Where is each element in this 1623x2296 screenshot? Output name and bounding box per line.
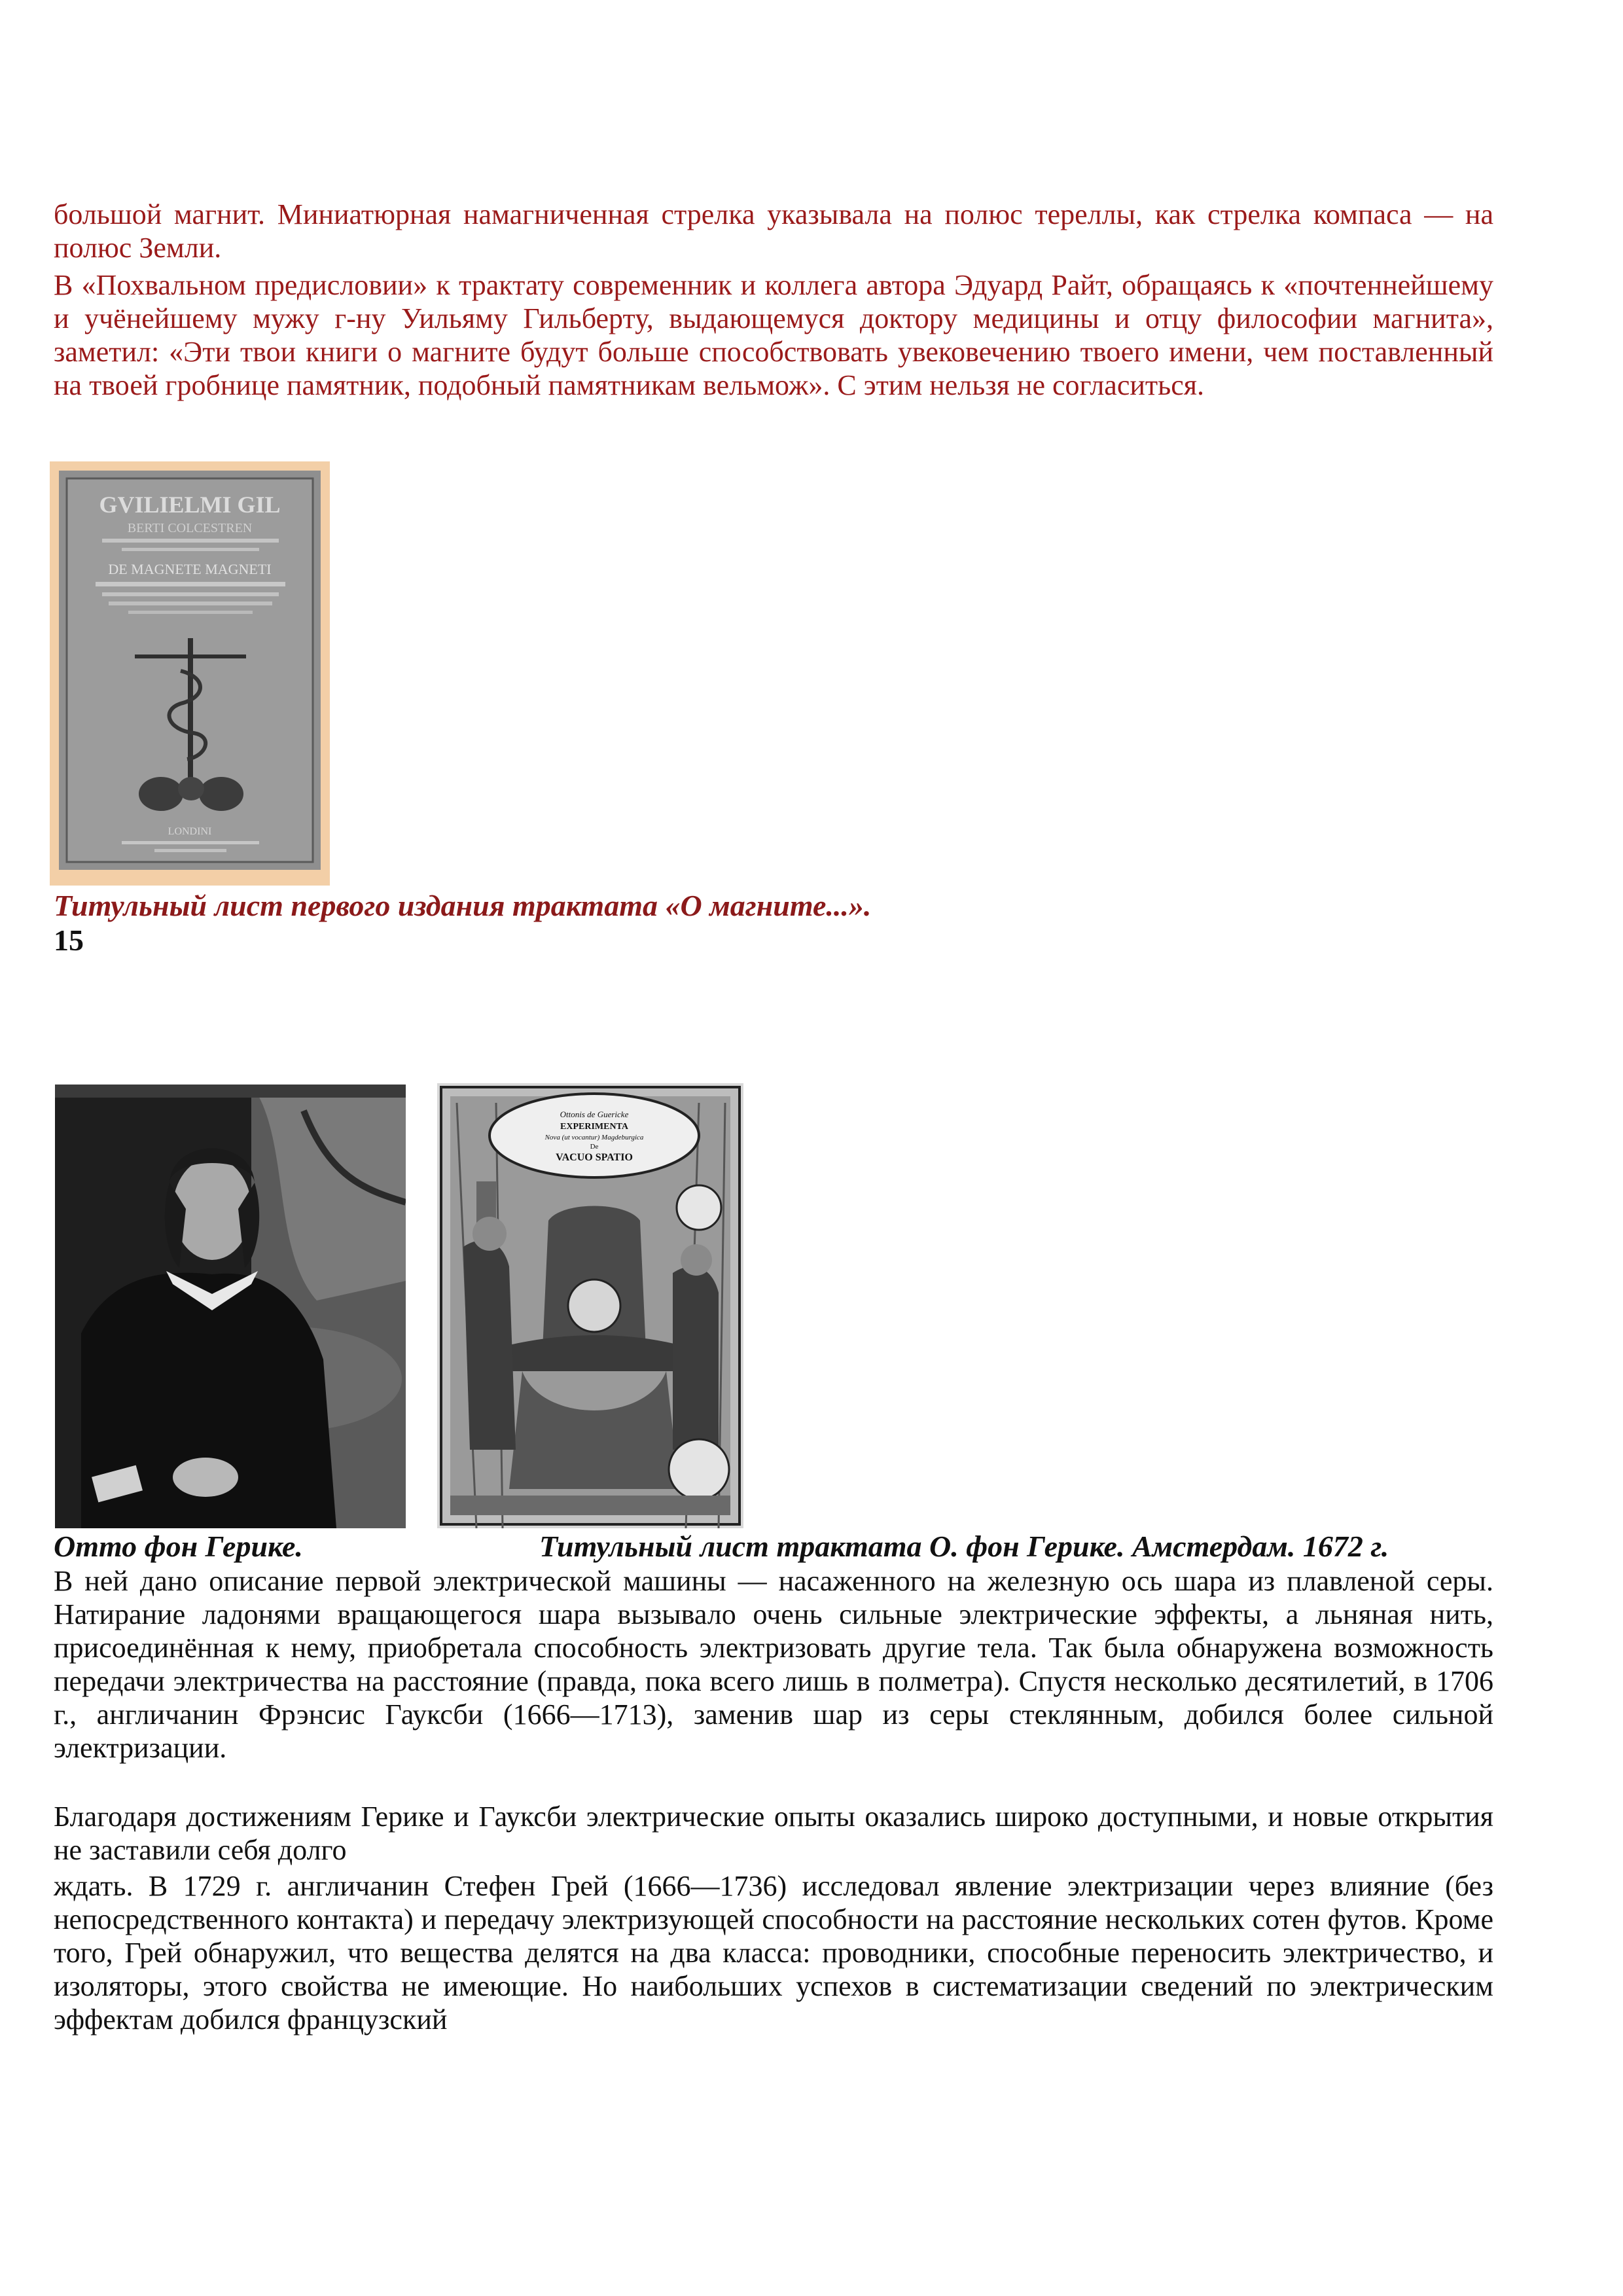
paragraph-body-3: ждать. В 1729 г. англичанин Стефен Грей (1666—1736) исследовал явление электризации через влияние (без непосредственного контакта) и передачу электризующей способности на расстояние нескольких сотен футов. Кроме того, Грей обнаружил, что вещества делятся на два класса: проводники, способные переносить электричество, и изоляторы, этого свойства не имеющие. Но наибольших успехов в систематизации сведений по электрическим эффектам добился французский <box>54 1870 1493 2036</box>
svg-text:De: De <box>590 1143 599 1151</box>
svg-text:LONDINI: LONDINI <box>168 826 212 837</box>
figure-gilbert-title-page <box>50 461 330 886</box>
svg-text:DE MAGNETE MAGNETI: DE MAGNETE MAGNETI <box>108 561 272 577</box>
paragraph-body-1: В ней дано описание первой электрической машины — насаженного на железную ось шара из плавленой серы. Натирание ладонями вращающегося шара вызывало очень сильные электрические эффекты, а льняная нить, присоединённая к нему, приобретала способность электризовать другие тела. Так была обнаружена возможность передачи электричества на расстояние (правда, пока всего лишь в полметра). Спустя несколько десятилетий, в 1706 г., англичанин Фрэнсис Гауксби (1666—1713), заменив шар из серы стеклянным, добился более сильной электризации. <box>54 1565 1493 1764</box>
figure3-caption: Титульный лист трактата О. фон Герике. Амстердам. 1672 г. <box>539 1530 1389 1563</box>
paragraph-body-2: Благодаря достижениям Герике и Гауксби электрические опыты оказались широко доступными, и новые открытия не заставили себя долго <box>54 1801 1493 1866</box>
page-number: 15 <box>54 924 84 957</box>
figure-guericke-title-page <box>437 1083 743 1528</box>
paragraph-top-1: большой магнит. Миниатюрная намагниченная стрелка указывала на полюс тереллы, как стрелка компаса — на полюс Земли. <box>54 198 1493 264</box>
svg-text:BERTI COLCESTREN: BERTI COLCESTREN <box>127 521 253 535</box>
figure2-caption: Отто фон Герике. <box>54 1530 303 1563</box>
paragraph-top-2: В «Похвальном предисловии» к трактату современник и коллега автора Эдуард Райт, обращаясь к «почтеннейшему и учёнейшему мужу г-ну Уильяму Гильберту, выдающемуся доктору медицины и отцу философии магнита», заметил: «Эти твои книги о магните будут больше способствовать увековечению твоего имени, чем поставленный на твоей гробнице памятник, подобный памятникам вельмож». С этим нельзя не согласиться. <box>54 269 1493 401</box>
svg-text:Nova (ut vocantur) Magdeburgic: Nova (ut vocantur) Magdeburgica <box>544 1134 644 1141</box>
svg-text:EXPERIMENTA: EXPERIMENTA <box>560 1122 628 1132</box>
svg-text:VACUO SPATIO: VACUO SPATIO <box>556 1152 633 1163</box>
guericke-title-page-image <box>437 1083 743 1528</box>
figure1-caption: Титульный лист первого издания трактата «О магните...». <box>54 889 872 922</box>
gilbert-title-page-image <box>50 461 330 886</box>
guericke-portrait-image <box>55 1085 406 1528</box>
svg-text:GVILIELMI GIL: GVILIELMI GIL <box>99 492 281 518</box>
figure-guericke-portrait <box>55 1085 406 1528</box>
svg-text:Ottonis de Guericke: Ottonis de Guericke <box>560 1109 629 1119</box>
